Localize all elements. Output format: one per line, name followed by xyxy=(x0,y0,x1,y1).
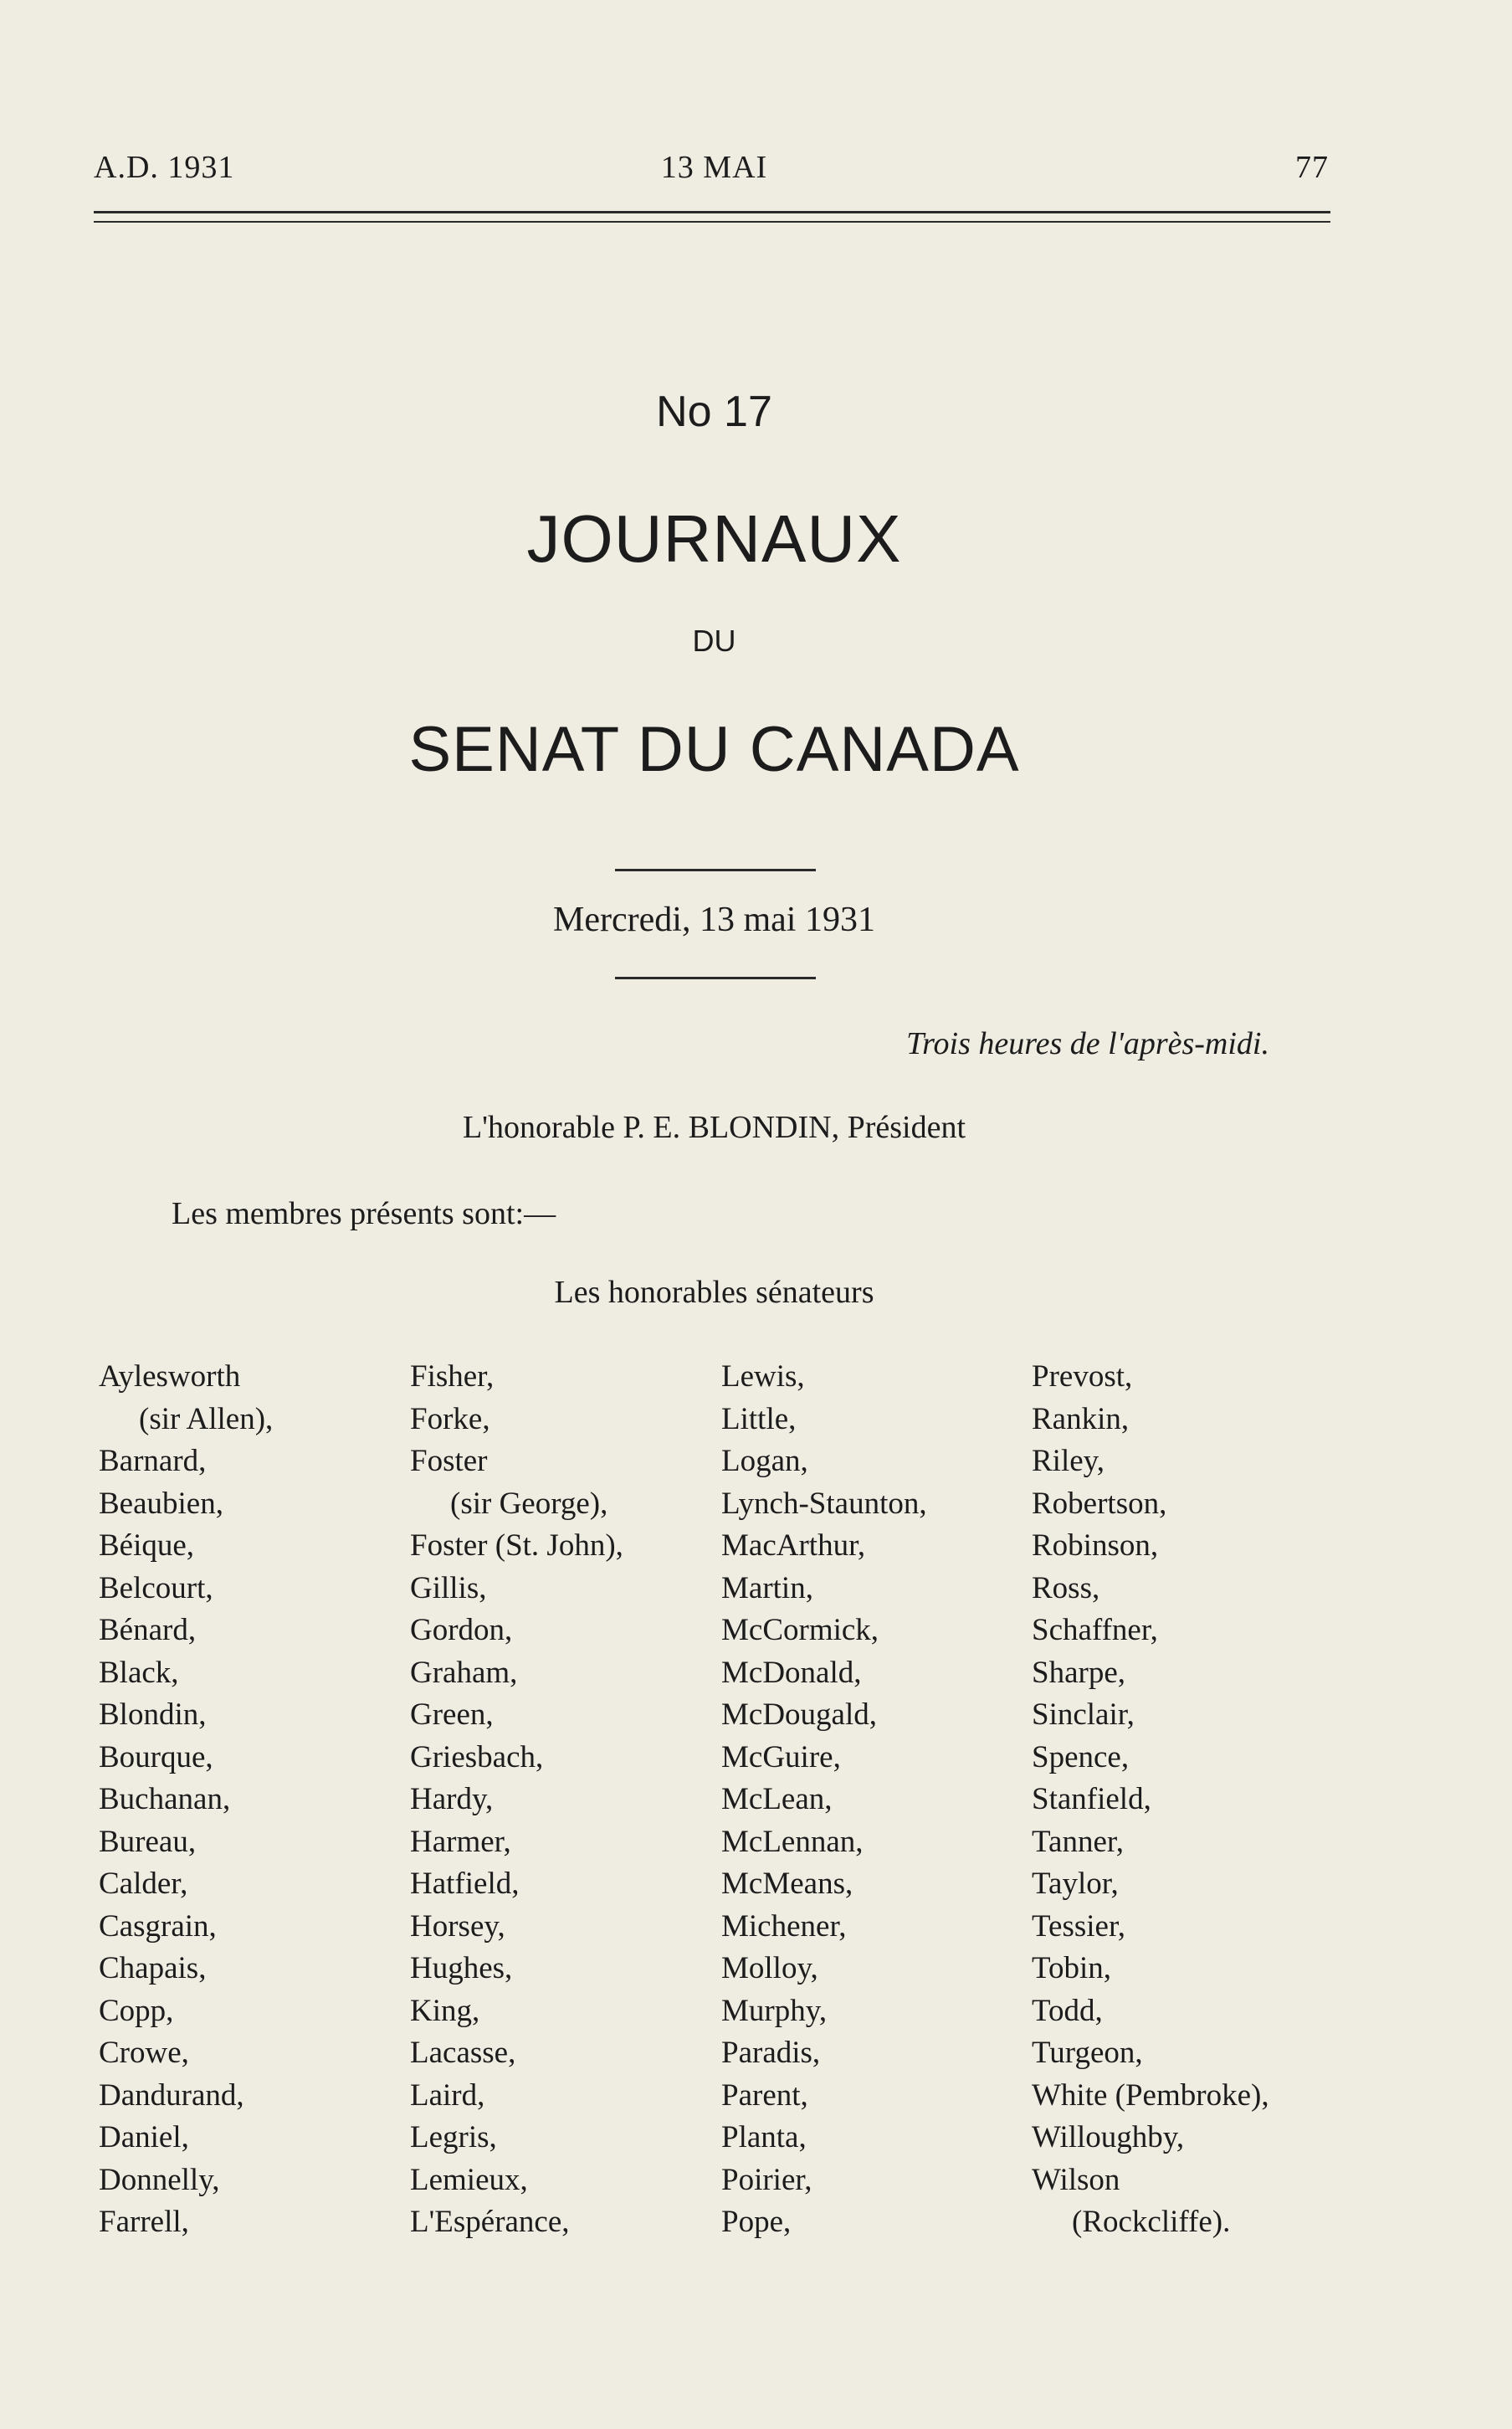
senator-name: Farrell, xyxy=(99,2205,189,2239)
senator-name: Martin, xyxy=(721,1570,813,1605)
senator-name: Hughes, xyxy=(410,1951,513,1985)
senator-name: Lemieux, xyxy=(410,2162,528,2197)
senator-name: Tessier, xyxy=(1032,1908,1126,1944)
senator-name: Riley, xyxy=(1032,1444,1105,1478)
senator-name: (sir Allen), xyxy=(139,1401,274,1436)
senator-name: White (Pembroke), xyxy=(1032,2077,1269,2113)
senator-name: McLean, xyxy=(721,1782,833,1816)
issue-number: No 17 xyxy=(656,388,772,436)
senator-column-3 xyxy=(721,1356,927,2244)
senator-name: MacArthur, xyxy=(721,1528,866,1563)
senator-name: Chapais, xyxy=(99,1951,207,1985)
senator-name: Crowe, xyxy=(99,2036,189,2070)
senator-name: Donnelly, xyxy=(99,2162,220,2197)
senator-name: Prevost, xyxy=(1032,1359,1133,1394)
senator-name: Harmer, xyxy=(410,1824,511,1859)
senator-name: Foster xyxy=(410,1444,488,1478)
senator-name: Green, xyxy=(410,1697,494,1732)
running-head-date: 13 MAI xyxy=(660,150,768,185)
senator-name: Wilson xyxy=(1032,2162,1120,2197)
senator-name: Ross, xyxy=(1032,1570,1100,1605)
senator-name: Fisher, xyxy=(410,1359,495,1394)
senator-name: Copp, xyxy=(99,1993,174,2028)
header-double-rule xyxy=(94,211,1330,223)
senator-name: Robertson, xyxy=(1032,1486,1167,1521)
senator-name: King, xyxy=(410,1993,480,2028)
senator-name: Lewis, xyxy=(721,1359,805,1394)
senator-name: Hatfield, xyxy=(410,1867,520,1901)
senator-name: Casgrain, xyxy=(99,1908,217,1944)
senator-name: Willoughby, xyxy=(1032,2120,1185,2154)
title-du: DU xyxy=(692,624,736,658)
senator-name: Sinclair, xyxy=(1032,1697,1135,1732)
senator-name: Black, xyxy=(99,1655,179,1690)
senator-name: Laird, xyxy=(410,2077,485,2113)
senator-name: Gordon, xyxy=(410,1613,513,1647)
senator-column-2 xyxy=(410,1356,623,2244)
senator-name: Tanner, xyxy=(1032,1824,1124,1859)
senator-name: Graham, xyxy=(410,1655,518,1690)
senator-name: Stanfield, xyxy=(1032,1782,1151,1816)
senator-name: Belcourt, xyxy=(99,1570,213,1605)
running-head-year: A.D. 1931 xyxy=(94,150,235,185)
date-rule-bottom xyxy=(615,977,816,979)
senator-name: Rankin, xyxy=(1032,1401,1130,1436)
senator-name: (Rockcliffe). xyxy=(1072,2205,1231,2239)
senator-name: Bureau, xyxy=(99,1824,197,1859)
senator-name: Todd, xyxy=(1032,1993,1103,2028)
senator-name: Taylor, xyxy=(1032,1867,1119,1901)
senator-name: Legris, xyxy=(410,2120,497,2154)
senator-name: Logan, xyxy=(721,1444,808,1478)
presiding-officer: L'honorable P. E. BLONDIN, Président xyxy=(462,1110,966,1145)
senator-name: McGuire, xyxy=(721,1739,841,1774)
senator-name: Horsey, xyxy=(410,1908,505,1944)
senator-name: Bourque, xyxy=(99,1739,213,1774)
senator-name: Tobin, xyxy=(1032,1951,1112,1985)
senator-name: Barnard, xyxy=(99,1444,207,1478)
session-date: Mercredi, 13 mai 1931 xyxy=(553,901,875,939)
senator-name: Pope, xyxy=(721,2205,792,2239)
senator-name: Schaffner, xyxy=(1032,1613,1158,1647)
senator-name: Planta, xyxy=(721,2120,807,2154)
senator-name: Foster (St. John), xyxy=(410,1528,623,1563)
senator-name: McDonald, xyxy=(721,1655,862,1690)
senator-name: McCormick, xyxy=(721,1613,879,1647)
senator-name: Murphy, xyxy=(721,1993,828,2028)
members-intro: Les membres présents sont:— xyxy=(172,1196,556,1231)
senator-name: Griesbach, xyxy=(410,1739,544,1774)
senator-name: Dandurand, xyxy=(99,2077,244,2113)
senator-name: Béique, xyxy=(99,1528,195,1563)
senator-name: Sharpe, xyxy=(1032,1655,1125,1690)
senator-name: Gillis, xyxy=(410,1570,487,1605)
date-rule-top xyxy=(615,869,816,871)
senator-name: Forke, xyxy=(410,1401,490,1436)
senator-name: Aylesworth xyxy=(99,1359,241,1394)
senator-name: Little, xyxy=(721,1401,797,1436)
senator-name: Spence, xyxy=(1032,1739,1130,1774)
senator-name: McMeans, xyxy=(721,1867,853,1901)
senator-name: Buchanan, xyxy=(99,1782,231,1816)
senator-name: Lynch-Staunton, xyxy=(721,1486,927,1521)
senator-name: Poirier, xyxy=(721,2162,812,2197)
senator-name: Parent, xyxy=(721,2077,808,2113)
senator-name: L'Espérance, xyxy=(410,2205,570,2239)
senator-name: (sir George), xyxy=(450,1486,608,1521)
senator-name: Daniel, xyxy=(99,2120,189,2154)
page-number: 77 xyxy=(1295,150,1329,185)
senator-name: Calder, xyxy=(99,1867,188,1901)
senator-column-4 xyxy=(1032,1356,1269,2244)
senator-name: McDougald, xyxy=(721,1697,877,1732)
senator-name: Hardy, xyxy=(410,1782,494,1816)
senator-name: Michener, xyxy=(721,1908,847,1944)
senate-name: SENAT DU CANADA xyxy=(408,714,1020,785)
journal-title: JOURNAUX xyxy=(526,501,902,576)
session-time: Trois heures de l'après-midi. xyxy=(906,1026,1269,1061)
senator-name: Molloy, xyxy=(721,1951,818,1985)
senator-column-1 xyxy=(99,1356,273,2244)
senator-name: Robinson, xyxy=(1032,1528,1159,1563)
senators-heading: Les honorables sénateurs xyxy=(554,1275,874,1310)
senator-name: Turgeon, xyxy=(1032,2036,1143,2070)
senator-name: Paradis, xyxy=(721,2036,821,2070)
senator-name: Blondin, xyxy=(99,1697,207,1732)
senator-name: McLennan, xyxy=(721,1824,864,1859)
senator-name: Bénard, xyxy=(99,1613,197,1647)
senator-name: Beaubien, xyxy=(99,1486,223,1521)
senator-name: Lacasse, xyxy=(410,2036,516,2070)
